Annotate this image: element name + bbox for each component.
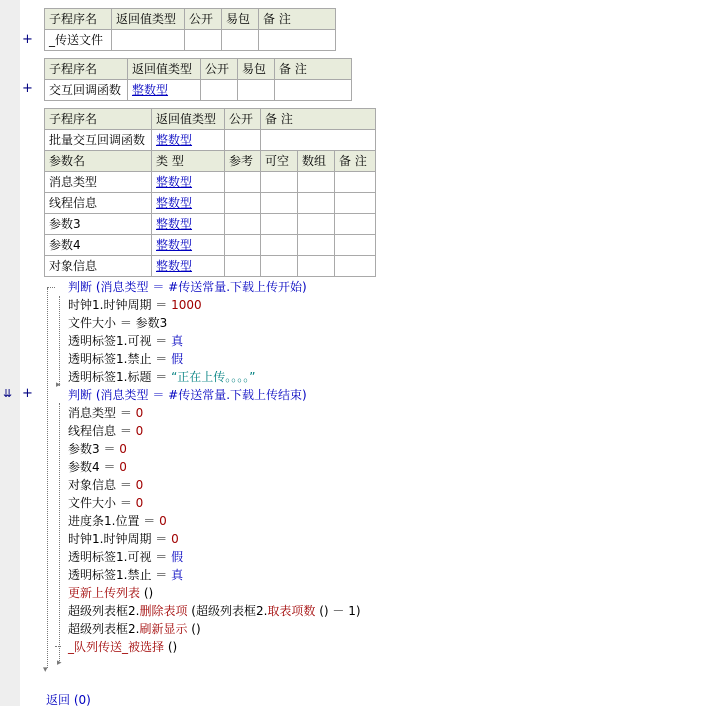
array-cell[interactable]	[298, 214, 335, 235]
header-reference: 参考	[225, 151, 261, 172]
flow-line	[47, 287, 55, 288]
header-subroutine-name: 子程序名	[45, 9, 112, 30]
keyword: 返回	[46, 693, 71, 707]
param-type-cell[interactable]	[152, 235, 225, 256]
header-param-name: 参数名	[45, 151, 152, 172]
value-text: 0	[159, 514, 167, 528]
nullable-cell[interactable]	[261, 172, 298, 193]
assign-text: 透明标签1.可视 ＝	[68, 334, 172, 348]
code-line[interactable]	[68, 314, 167, 332]
code-line[interactable]	[68, 440, 127, 458]
subroutine-name[interactable]: 交互回调函数	[45, 80, 128, 101]
assign-text: 透明标签1.标题 ＝	[68, 370, 172, 384]
param-type-cell[interactable]	[152, 256, 225, 277]
call-args: ()	[140, 586, 154, 600]
call-args: ()	[164, 640, 178, 654]
header-nullable: 可空	[261, 151, 298, 172]
header-remark: 备 注	[259, 9, 336, 30]
editor-gutter	[0, 0, 20, 706]
assign-text: 透明标签1.禁止 ＝	[68, 352, 172, 366]
flow-arrow-icon: ▸	[57, 658, 62, 668]
value-text: 真	[171, 334, 184, 348]
code-line[interactable]	[68, 566, 183, 584]
header-public: 公开	[185, 9, 222, 30]
value-text: 假	[171, 352, 184, 366]
assign-text: 文件大小 ＝	[68, 496, 136, 510]
subroutine-table-2	[44, 58, 352, 101]
value-text: 真	[171, 568, 184, 582]
keyword: 判断	[68, 280, 93, 294]
code-line[interactable]	[68, 476, 143, 494]
flow-arrow-icon: ▸	[56, 380, 61, 390]
header-return-type: 返回值类型	[128, 59, 201, 80]
code-line[interactable]	[46, 691, 91, 709]
param-row[interactable]	[45, 193, 376, 214]
value-text: 0	[171, 532, 179, 546]
param-type-link[interactable]: 整数型	[156, 259, 193, 273]
code-line[interactable]	[68, 332, 183, 350]
flow-line	[59, 296, 60, 386]
param-row[interactable]	[45, 172, 376, 193]
header-easy-package: 易包	[238, 59, 275, 80]
param-row[interactable]	[45, 214, 376, 235]
condition-text: (消息类型 ＝ #传送常量.下载上传开始)	[92, 280, 307, 294]
code-line[interactable]	[68, 512, 167, 530]
expand-plus-icon[interactable]: +	[22, 81, 33, 96]
value-text: 0	[119, 442, 127, 456]
reference-cell[interactable]	[225, 214, 261, 235]
return-type-cell[interactable]	[112, 30, 185, 51]
code-line[interactable]	[68, 350, 183, 368]
code-line[interactable]	[68, 638, 177, 656]
return-type-link[interactable]: 整数型	[156, 133, 193, 147]
param-type-link[interactable]: 整数型	[156, 217, 193, 231]
object-text: 超级列表框2.	[68, 604, 140, 618]
object-text: 超级列表框2.	[68, 622, 140, 636]
assign-text: 时钟1.时钟周期 ＝	[68, 532, 172, 546]
assign-text: 时钟1.时钟周期 ＝	[68, 298, 172, 312]
param-type-cell[interactable]	[152, 214, 225, 235]
return-type-link[interactable]: 整数型	[132, 83, 169, 97]
public-cell[interactable]	[225, 130, 261, 151]
return-type-cell[interactable]	[128, 80, 201, 101]
param-remark-cell[interactable]	[335, 193, 376, 214]
value-text: 假	[171, 550, 184, 564]
code-line[interactable]	[68, 602, 361, 620]
easy-package-cell[interactable]	[222, 30, 259, 51]
param-remark-cell[interactable]	[335, 214, 376, 235]
array-cell[interactable]	[298, 235, 335, 256]
param-remark-cell[interactable]	[335, 256, 376, 277]
code-line[interactable]	[68, 458, 127, 476]
assign-text: 透明标签1.禁止 ＝	[68, 568, 172, 582]
code-line[interactable]	[68, 584, 153, 602]
code-line[interactable]	[68, 530, 179, 548]
array-cell[interactable]	[298, 172, 335, 193]
flow-line	[47, 288, 48, 668]
value-text: 1000	[171, 298, 202, 312]
string-text: “正在上传。。。。”	[171, 370, 256, 384]
value-text: 0	[135, 496, 144, 510]
code-line[interactable]	[68, 548, 183, 566]
code-line[interactable]	[68, 296, 202, 314]
flow-line	[55, 646, 61, 647]
header-subroutine-name: 子程序名	[45, 109, 152, 130]
param-type-link[interactable]: 整数型	[156, 196, 193, 210]
code-line[interactable]	[68, 494, 143, 512]
method-call: 删除表项	[139, 604, 188, 618]
keyword: 判断	[68, 388, 93, 402]
function-call: 更新上传列表	[68, 586, 141, 600]
function-call: _队列传送_被选择	[68, 640, 165, 654]
value-text: 0	[135, 406, 144, 420]
remark-cell[interactable]	[259, 30, 336, 51]
header-public: 公开	[225, 109, 261, 130]
header-easy-package: 易包	[222, 9, 259, 30]
public-cell[interactable]	[201, 80, 238, 101]
array-cell[interactable]	[298, 256, 335, 277]
reference-cell[interactable]	[225, 172, 261, 193]
param-name[interactable]: 对象信息	[45, 256, 152, 277]
bookmark-arrows-icon[interactable]: ⇊	[3, 387, 13, 400]
flow-arrow-icon: ▾	[43, 665, 48, 675]
assign-text: 对象信息 ＝	[68, 478, 136, 492]
subroutine-name[interactable]: _传送文件	[45, 30, 112, 51]
expand-plus-icon[interactable]: +	[22, 386, 33, 401]
assign-text: 参数4 ＝	[68, 460, 120, 474]
param-name[interactable]: 消息类型	[45, 172, 152, 193]
reference-cell[interactable]	[225, 193, 261, 214]
call-args: ()	[187, 622, 201, 636]
assign-text: 进度条1.位置 ＝	[68, 514, 160, 528]
assign-text: 参数3 ＝	[68, 442, 120, 456]
nullable-cell[interactable]	[261, 193, 298, 214]
param-row[interactable]	[45, 256, 376, 277]
header-remark: 备 注	[261, 109, 376, 130]
nullable-cell[interactable]	[261, 214, 298, 235]
remark-cell[interactable]	[275, 80, 352, 101]
code-line[interactable]	[68, 386, 307, 404]
value-text: 0	[135, 478, 144, 492]
param-type-cell[interactable]	[152, 193, 225, 214]
reference-cell[interactable]	[225, 256, 261, 277]
header-remark: 备 注	[275, 59, 352, 80]
header-param-type: 类 型	[152, 151, 225, 172]
subroutine-table-1	[44, 8, 336, 51]
param-name[interactable]: 参数4	[45, 235, 152, 256]
param-name[interactable]: 参数3	[45, 214, 152, 235]
easy-package-cell[interactable]	[238, 80, 275, 101]
assign-text: 透明标签1.可视 ＝	[68, 550, 172, 564]
value-text: 0	[119, 460, 127, 474]
code-line[interactable]	[68, 368, 256, 386]
header-subroutine-name: 子程序名	[45, 59, 128, 80]
header-public: 公开	[201, 59, 238, 80]
nullable-cell[interactable]	[261, 256, 298, 277]
code-line[interactable]	[68, 404, 143, 422]
param-type-link[interactable]: 整数型	[156, 175, 193, 189]
nullable-cell[interactable]	[261, 235, 298, 256]
subroutine-table-3	[44, 108, 376, 277]
expand-plus-icon[interactable]: +	[22, 32, 33, 47]
header-return-type: 返回值类型	[112, 9, 185, 30]
call-args: () － 1)	[315, 604, 361, 618]
param-row[interactable]	[45, 235, 376, 256]
method-call: 取表项数	[267, 604, 316, 618]
method-call: 刷新显示	[139, 622, 188, 636]
code-line[interactable]	[68, 422, 143, 440]
param-type-cell[interactable]	[152, 172, 225, 193]
reference-cell[interactable]	[225, 235, 261, 256]
array-cell[interactable]	[298, 193, 335, 214]
remark-cell[interactable]	[261, 130, 376, 151]
param-type-link[interactable]: 整数型	[156, 238, 193, 252]
subroutine-name[interactable]: 批量交互回调函数	[45, 130, 152, 151]
code-line[interactable]	[68, 620, 201, 638]
assign-text: 文件大小 ＝ 参数3	[68, 316, 168, 330]
value-text: 0	[135, 424, 144, 438]
param-remark-cell[interactable]	[335, 235, 376, 256]
public-cell[interactable]	[185, 30, 222, 51]
call-args: (0)	[70, 693, 91, 707]
header-param-remark: 备 注	[335, 151, 376, 172]
condition-text: (消息类型 ＝ #传送常量.下载上传结束)	[92, 388, 307, 402]
header-array: 数组	[298, 151, 335, 172]
return-type-cell[interactable]	[152, 130, 225, 151]
object-text: (超级列表框2.	[187, 604, 268, 618]
flow-line	[59, 403, 60, 663]
code-line[interactable]	[68, 278, 307, 296]
param-remark-cell[interactable]	[335, 172, 376, 193]
assign-text: 线程信息 ＝	[68, 424, 136, 438]
header-return-type: 返回值类型	[152, 109, 225, 130]
param-name[interactable]: 线程信息	[45, 193, 152, 214]
assign-text: 消息类型 ＝	[68, 406, 136, 420]
